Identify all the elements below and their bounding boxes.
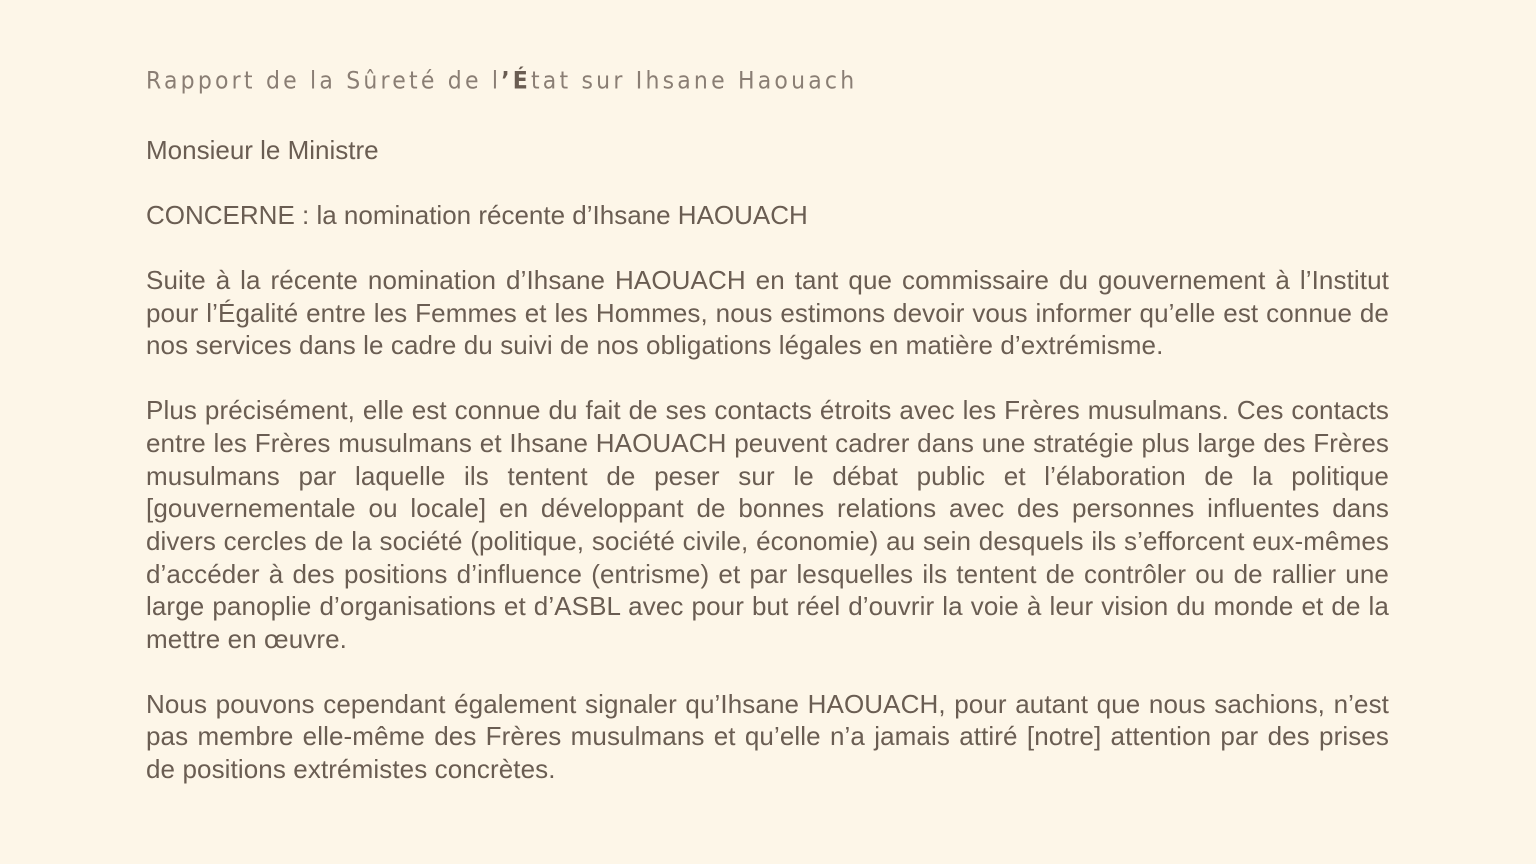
document-page <box>146 62 1389 786</box>
subject-line: CONCERNE : la nomination récente d’Ihsane HAOUACH <box>146 200 808 230</box>
title-part-2: tat sur Ihsane Haouach <box>530 67 858 95</box>
paragraph-2: Plus précisément, elle est connue du fait de ses contacts étroits avec les Frères musulmans. Ces contacts entre les Frères musulmans et Ihsane HAOUACH peuvent cadrer dans une stratégie plus large des Frères musulmans par laquelle ils tentent de peser sur le débat public et l’élaboration de la politique [gouvernementale ou locale] en développant de bonnes relations avec des personnes influentes dans divers cercles de la société (politique, société civile, économie) au sein desquels ils s’efforcent eux-mêmes d’accéder à des positions d’influence (entrisme) et par lesquelles ils tentent de contrôler ou de rallier une large panoplie d’organisations et d’ASBL avec pour but réel d’ouvrir la voie à leur vision du monde et de la mettre en œuvre. <box>146 395 1389 655</box>
document-title <box>146 60 1389 103</box>
title-part-1: Rapport de la Sûreté de l <box>146 67 502 95</box>
paragraph-1: Suite à la récente nomination d’Ihsane HAOUACH en tant que commissaire du gouvernement à l’Institut pour l’Égalité entre les Femmes et les Hommes, nous estimons devoir vous informer qu’elle est connue de nos services dans le cadre du suivi de nos obligations légales en matière d’extrémisme. <box>146 265 1389 361</box>
paragraph-3: Nous pouvons cependant également signaler qu’Ihsane HAOUACH, pour autant que nous sachions, n’est pas membre elle-même des Frères musulmans et qu’elle n’a jamais attiré [notre] attention par des prises de positions extrémistes concrètes. <box>146 688 1389 785</box>
title-etat: ’É <box>501 67 531 95</box>
salutation: Monsieur le Ministre <box>146 135 379 165</box>
